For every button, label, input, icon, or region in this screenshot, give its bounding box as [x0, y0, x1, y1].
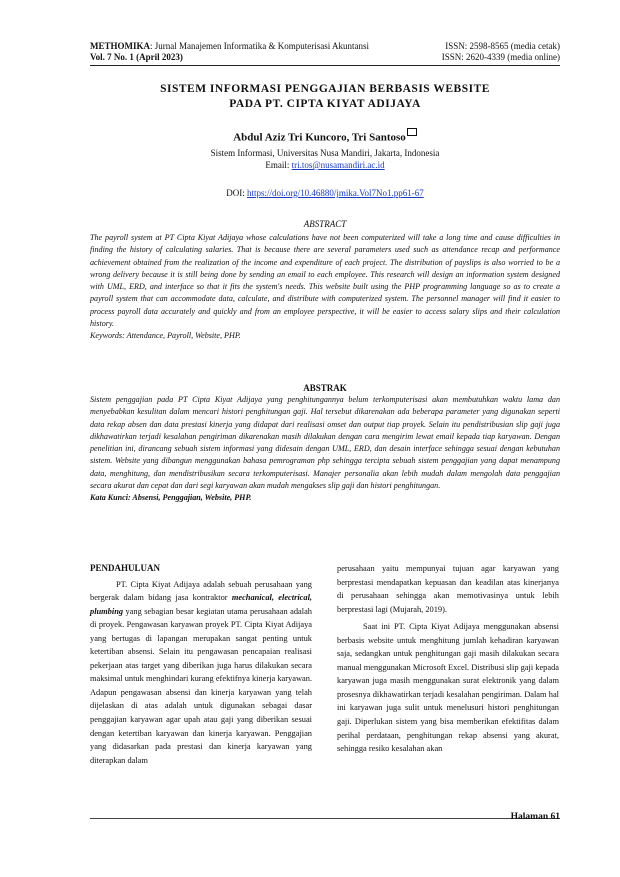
- envelope-icon: [407, 128, 417, 136]
- left-paragraph-1: [90, 578, 312, 768]
- abstract-heading: ABSTRACT: [303, 219, 347, 229]
- email-line: [90, 160, 560, 170]
- affiliation: Sistem Informasi, Universitas Nusa Mandiri, Jakarta, Indonesia: [210, 148, 440, 158]
- volume-info: Vol. 7 No. 1 (April 2023): [90, 52, 183, 62]
- journal-subtitle: : Jurnal Manajemen Informatika & Komputerisasi Akuntansi: [150, 41, 369, 51]
- paper-title-line1: SISTEM INFORMASI PENGGAJIAN BERBASIS WEBSITE: [160, 83, 490, 95]
- authors: [90, 128, 560, 144]
- doi-label: DOI:: [226, 188, 248, 198]
- page-number: Halaman 61: [510, 812, 560, 822]
- running-header-line2: [90, 52, 560, 62]
- header-rule: [90, 65, 560, 66]
- right-paragraph-1: perusahaan yaitu mempunyai tujuan agar karyawan yang berprestasi mendapatkan kepuasan dan keadilan atas kinerjanya di perusahaan sehingga akan memotivasinya untuk lebih berprestasi lagi (Mujarah, 2019).: [337, 564, 559, 614]
- abstrak-body: Sistem penggajian pada PT Cipta Kiyat Adijaya yang penghitungannya belum terkomputerisasi akan membutuhkan waktu lama dan menyebabkan kesulitan dalam mencari histori penghitungan gaji. Hal tersebut dikarenakan ada beberapa parameter yang digunakan seperti data rekap absen dan data prestasi kinerja yang didapat dari realisasi omset dan output tiap proyek. Selain itu pendistribusian slip gaji juga dikhawatirkan terjadi kesalahan pengiriman dikarenakan masih dilakukan dengan cara mengirim lewat email kepada tiap karyawan. Dengan penelitian ini, dirancang sebuah sistem informasi yang didesain dengan UML, ERD, dan desain interface sehingga sesuai dengan kebutuhan sistem. Website yang dibangun menggunakan bahasa pemrograman php sehingga tercipta sebuah sistem penggajian yang dapat menampung data, menghitung, dan mendistribusikan secara terkomputerisasi. Manajer personalia akan lebih mudah dalam mengolah data penggajian secara akurat dan cepat dan dari segi karyawan akan mudah mengakses slip gaji dan histori penghitungan.: [90, 395, 560, 491]
- footer-rule: [90, 818, 560, 819]
- email-link[interactable]: tri.tos@nusamandiri.ac.id: [291, 160, 385, 170]
- abstrak-heading: ABSTRAK: [303, 383, 347, 393]
- left-p1-emphasis: mechanical, electrical, plumbing: [90, 593, 312, 616]
- abstrak-text: [90, 394, 560, 505]
- author-names: Abdul Aziz Tri Kuncoro, Tri Santoso: [233, 131, 406, 144]
- abstract-keywords: Keywords: Attendance, Payroll, Website, PHP.: [90, 331, 241, 341]
- left-p1-part-b: yang sebagian besar kegiatan utama perusahaan adalah di proyek. Pengawasan karyawan proyek PT. Cipta Kiyat Adijaya yang bertugas di lapangan merupakan sangat penting untuk ketertiban absensi. Selain itu pengawasan pencapaian realisasi pekerjaan atas target yang diberikan juga harus dilakukan secara maksimal untuk menghindari kurang efektifnya kinerja karyawan. Adapun pengawasan absensi dan kinerja karyawan yang telah dijelaskan di atas adalah untuk digunakan sebagai dasar penggajian karyawan agar upah atau gaji yang diberikan sesuai dengan ketertiban karyawan dan kinerja karyawan. Penggajian yang didasarkan pada prestasi dan kinerja karyawan yang diterapkan dalam: [90, 606, 312, 765]
- abstract-body: The payroll system at PT Cipta Kiyat Adijaya whose calculations have not been computerized will take a long time and cause difficulties in finding the history of calculating salaries. That is because there are several parameters used such as attendance recap and performance achievement obtained from the realization of the income and expenditure of each project. The distribution of payslips is also worried to be a wrong delivery because it is still being done by sending an email to each employee. This research will design an information system designed with UML, ERD, and interface so that it fits the system's needs. This website built using the PHP programming language so as to create a payroll system that can accommodate data, calculate, and distribute with computerized system. The personnel manager will find it easier to process payroll data accurately and quickly and from an employee perspective, it will be easier to access salary slips and their calculation history.: [90, 233, 560, 329]
- doi-line: [90, 188, 560, 198]
- body-column-right: [337, 562, 559, 756]
- right-paragraph-2: Saat ini PT. Cipta Kiyat Adijaya menggunakan absensi berbasis website untuk menghitung jumlah kehadiran karyawan saja, sedangkan untuk penghitungan gaji masih dilakukan secara manual menggunakan Microsoft Excel. Distribusi slip gaji kepada karyawan juga masih menggunakan surat elektronik yang dalam prosesnya dikhawatirkan terjadi kesalahan pengiriman. Dalam hal ini karyawan juga sulit untuk menelusuri histori penghitungan gaji. Diperlukan sistem yang bisa memberikan efektifitas dalam perihal perdataan, penghitungan rekap absensi yang akurat, sehingga resiko kesalahan akan: [337, 622, 559, 754]
- section-heading-pendahuluan: PENDAHULUAN: [90, 563, 161, 573]
- left-p1-part-a: PT. Cipta Kiyat Adijaya adalah sebuah perusahaan yang bergerak dalam bidang jasa kontraktor: [90, 579, 312, 603]
- issn-online: ISSN: 2620-4339 (media online): [441, 52, 560, 62]
- journal-name: METHOMIKA: [90, 41, 150, 51]
- running-header-line1: [90, 41, 560, 51]
- abstract-text: [90, 232, 560, 343]
- email-label: Email:: [265, 160, 292, 170]
- issn-print: ISSN: 2598-8565 (media cetak): [445, 41, 560, 51]
- doi-link[interactable]: https://doi.org/10.46880/jmika.Vol7No1.pp61-67: [247, 188, 424, 198]
- body-column-left: [90, 562, 312, 767]
- abstrak-keywords: Kata Kunci: Absensi, Penggajian, Website, PHP.: [90, 493, 252, 503]
- paper-title-line2: PADA PT. CIPTA KIYAT ADIJAYA: [229, 98, 421, 110]
